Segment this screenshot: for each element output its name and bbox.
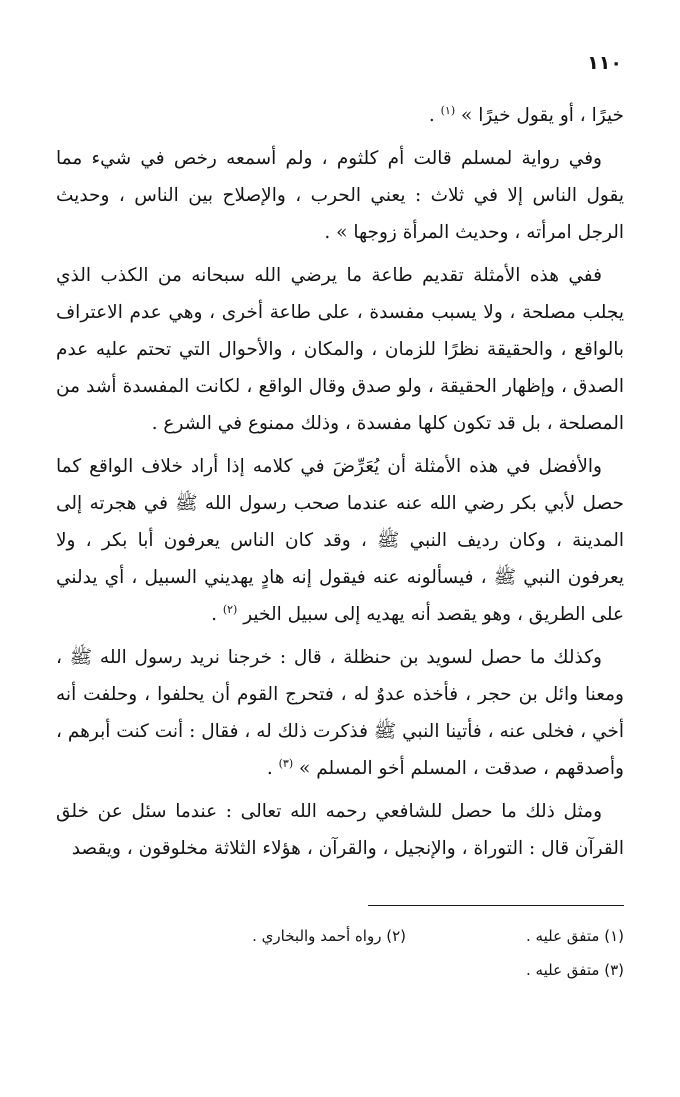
paragraph-3: ففي هذه الأمثلة تقديم طاعة ما يرضي الله سبحانه من الكذب الذي يجلب مصلحة ، ولا يسبب مفسدة ، على طاعة أخرى ، وهي عدم الاعتراف بالواقع ، والحقيقة نظرًا للزمان ، والمكان ، والأحوال التي تحتم عليه عدم الصدق ، وإظهار الحقيقة ، ولو صدق وقال الواقع ، لكانت المفسدة أشد من المصلحة ، بل قد تكون كلها مفسدة ، وذلك ممنوع في الشرع . <box>56 265 624 434</box>
paragraph-5-text: وكذلك ما حصل لسويد بن حنظلة ، قال : خرجنا نريد رسول الله ﷺ ، ومعنا وائل بن حجر ، فأخذه عدوٌ له ، فتحرج القوم أن يحلفوا ، وحلفت أنه أخي ، فخلى عنه ، فأتينا النبي ﷺ فذكرت ذلك له ، فقال : أنت كنت أبرهم ، وأصدقهم ، صدقت ، المسلم أخو المسلم » <box>56 647 624 779</box>
footnote-3: (٣) متفق عليه . <box>526 961 624 979</box>
footnotes <box>56 919 624 987</box>
page-body <box>56 97 624 873</box>
paragraph-1 <box>56 97 624 134</box>
paragraph-1-text: خيرًا ، أو يقول خيرًا » <box>455 105 624 126</box>
footnote-ref-2: (٢) <box>222 602 238 616</box>
footnote-ref-3: (٣) <box>278 756 294 770</box>
footnote-divider <box>368 905 624 906</box>
page-number: ١١٠ <box>587 52 622 74</box>
footnote-row-2 <box>56 953 624 987</box>
footnote-ref-1: (١) <box>440 103 456 117</box>
paragraph-4-text: والأفضل في هذه الأمثلة أن يُعَرِّضَ في كلامه إذا أراد خلاف الواقع كما حصل لأبي بكر رضي الله عنه عندما صحب رسول الله ﷺ في هجرته إلى المدينة ، وكان رديف النبي ﷺ ، وقد كان الناس يعرفون أبا بكر ، ولا يعرفون النبي ﷺ ، فيسألونه عنه فيقول إنه هادٍ يهديني السبيل ، أي يدلني على الطريق ، وهو يقصد أنه يهديه إلى سبيل الخير <box>56 456 624 625</box>
paragraph-2: وفي رواية لمسلم قالت أم كلثوم ، ولم أسمعه رخص في شيء مما يقول الناس إلا في ثلاث : يعني الحرب ، والإصلاح بين الناس ، وحديث الرجل امرأته ، وحديث المرأة زوجها » . <box>56 148 624 243</box>
paragraph-4-tail: . <box>211 604 223 625</box>
paragraph-6: ومثل ذلك ما حصل للشافعي رحمه الله تعالى : عندما سئل عن خلق القرآن قال : التوراة ، والإنجيل ، والقرآن ، هؤلاء الثلاثة مخلوقون ، ويقصد <box>56 801 624 859</box>
paragraph-5 <box>56 639 624 787</box>
footnote-1: (١) متفق عليه . <box>526 927 624 945</box>
paragraph-5-tail: . <box>266 758 279 779</box>
footnote-2: (٢) رواه أحمد والبخاري . <box>252 927 406 945</box>
paragraph-4 <box>56 448 624 633</box>
footnote-row-1 <box>56 919 624 953</box>
paragraph-1-tail: . <box>428 105 441 126</box>
